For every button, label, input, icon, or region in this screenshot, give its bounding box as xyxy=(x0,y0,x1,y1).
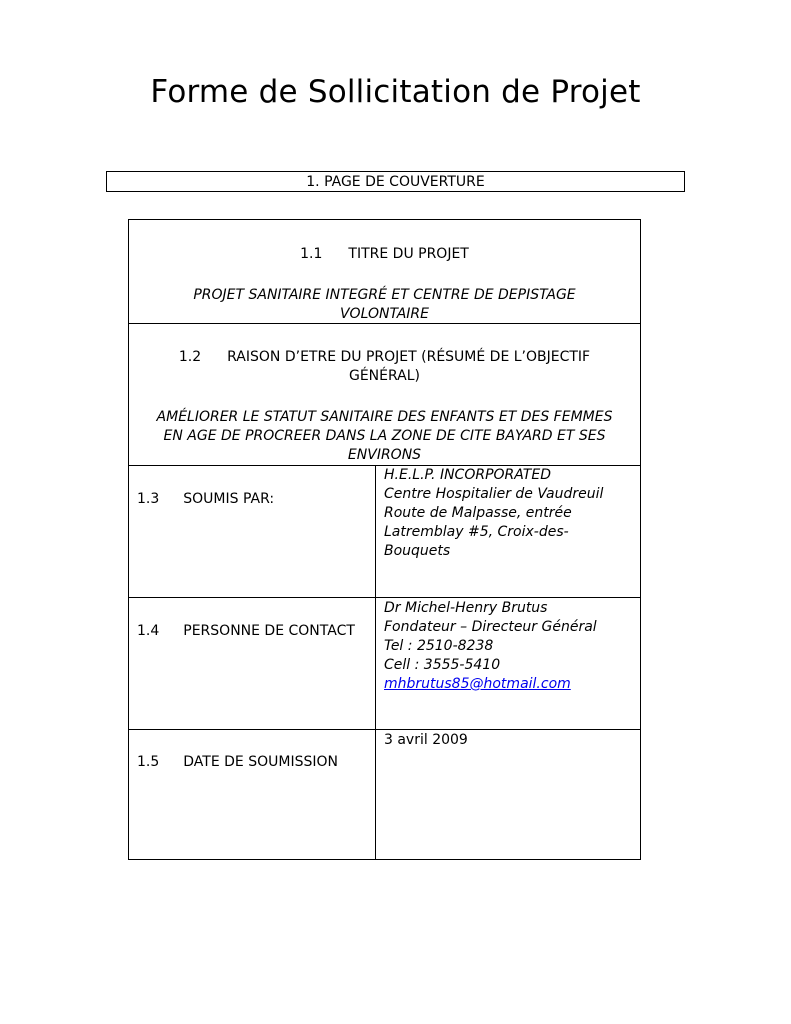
project-reason-value xyxy=(129,408,640,465)
row-project-reason xyxy=(129,324,640,466)
project-reason-heading xyxy=(129,348,640,386)
row-contact xyxy=(129,598,640,729)
submitted-by-label: SOUMIS PAR: xyxy=(183,491,275,507)
submitted-by-label-cell xyxy=(137,491,274,507)
project-title-number: 1.1 xyxy=(300,246,323,262)
contact-label-cell xyxy=(137,623,355,639)
page-title: Forme de Sollicitation de Projet xyxy=(150,74,641,110)
submission-date-number: 1.5 xyxy=(137,754,160,770)
submitted-by-line: Latremblay #5, Croix-des- xyxy=(384,524,569,540)
submission-date-label: DATE DE SOUMISSION xyxy=(183,754,338,770)
submission-date-label-cell xyxy=(137,754,338,770)
contact-line: Fondateur – Directeur Général xyxy=(384,619,597,635)
contact-line: Tel : 2510-8238 xyxy=(384,638,494,654)
contact-label: PERSONNE DE CONTACT xyxy=(183,623,355,639)
submitted-by-line: Bouquets xyxy=(384,543,451,559)
project-reason-label-line2: GÉNÉRAL) xyxy=(348,368,420,384)
submitted-by-number: 1.3 xyxy=(137,491,160,507)
submitted-by-line: H.E.L.P. INCORPORATED xyxy=(384,467,551,483)
submitted-by-line: Centre Hospitalier de Vaudreuil xyxy=(384,486,604,502)
submitted-by-value xyxy=(384,466,634,561)
submitted-by-line: Route de Malpasse, entrée xyxy=(384,505,572,521)
project-title-value-line2: VOLONTAIRE xyxy=(339,306,429,322)
contact-line: Dr Michel-Henry Brutus xyxy=(384,600,548,616)
row-submission-date xyxy=(129,730,640,859)
project-title-value xyxy=(129,286,640,324)
project-reason-label-line1: RAISON D’ETRE DU PROJET (RÉSUMÉ DE L’OBJECTIF xyxy=(227,349,591,365)
row-project-title xyxy=(129,220,640,324)
project-reason-value-line3: ENVIRONS xyxy=(347,447,422,463)
section-heading-box: 1. PAGE DE COUVERTURE xyxy=(106,171,685,192)
cover-table xyxy=(128,219,641,860)
row-submitted-by xyxy=(129,466,640,597)
project-reason-number: 1.2 xyxy=(178,349,202,365)
project-title-value-line1: PROJET SANITAIRE INTEGRÉ ET CENTRE DE DEPISTAGE xyxy=(193,287,576,303)
project-reason-value-line1: AMÉLIORER LE STATUT SANITAIRE DES ENFANTS ET DES FEMMES xyxy=(156,409,613,425)
submission-date-value: 3 avril 2009 xyxy=(384,732,468,748)
project-reason-value-line2: EN AGE DE PROCREER DANS LA ZONE DE CITE BAYARD ET SES xyxy=(163,428,606,444)
contact-number: 1.4 xyxy=(137,623,160,639)
contact-line: Cell : 3555-5410 xyxy=(384,657,501,673)
project-title-label: TITRE DU PROJET xyxy=(348,246,469,262)
contact-value xyxy=(384,599,634,694)
contact-email-link[interactable]: mhbrutus85@hotmail.com xyxy=(384,676,571,692)
project-title-heading xyxy=(129,245,640,264)
